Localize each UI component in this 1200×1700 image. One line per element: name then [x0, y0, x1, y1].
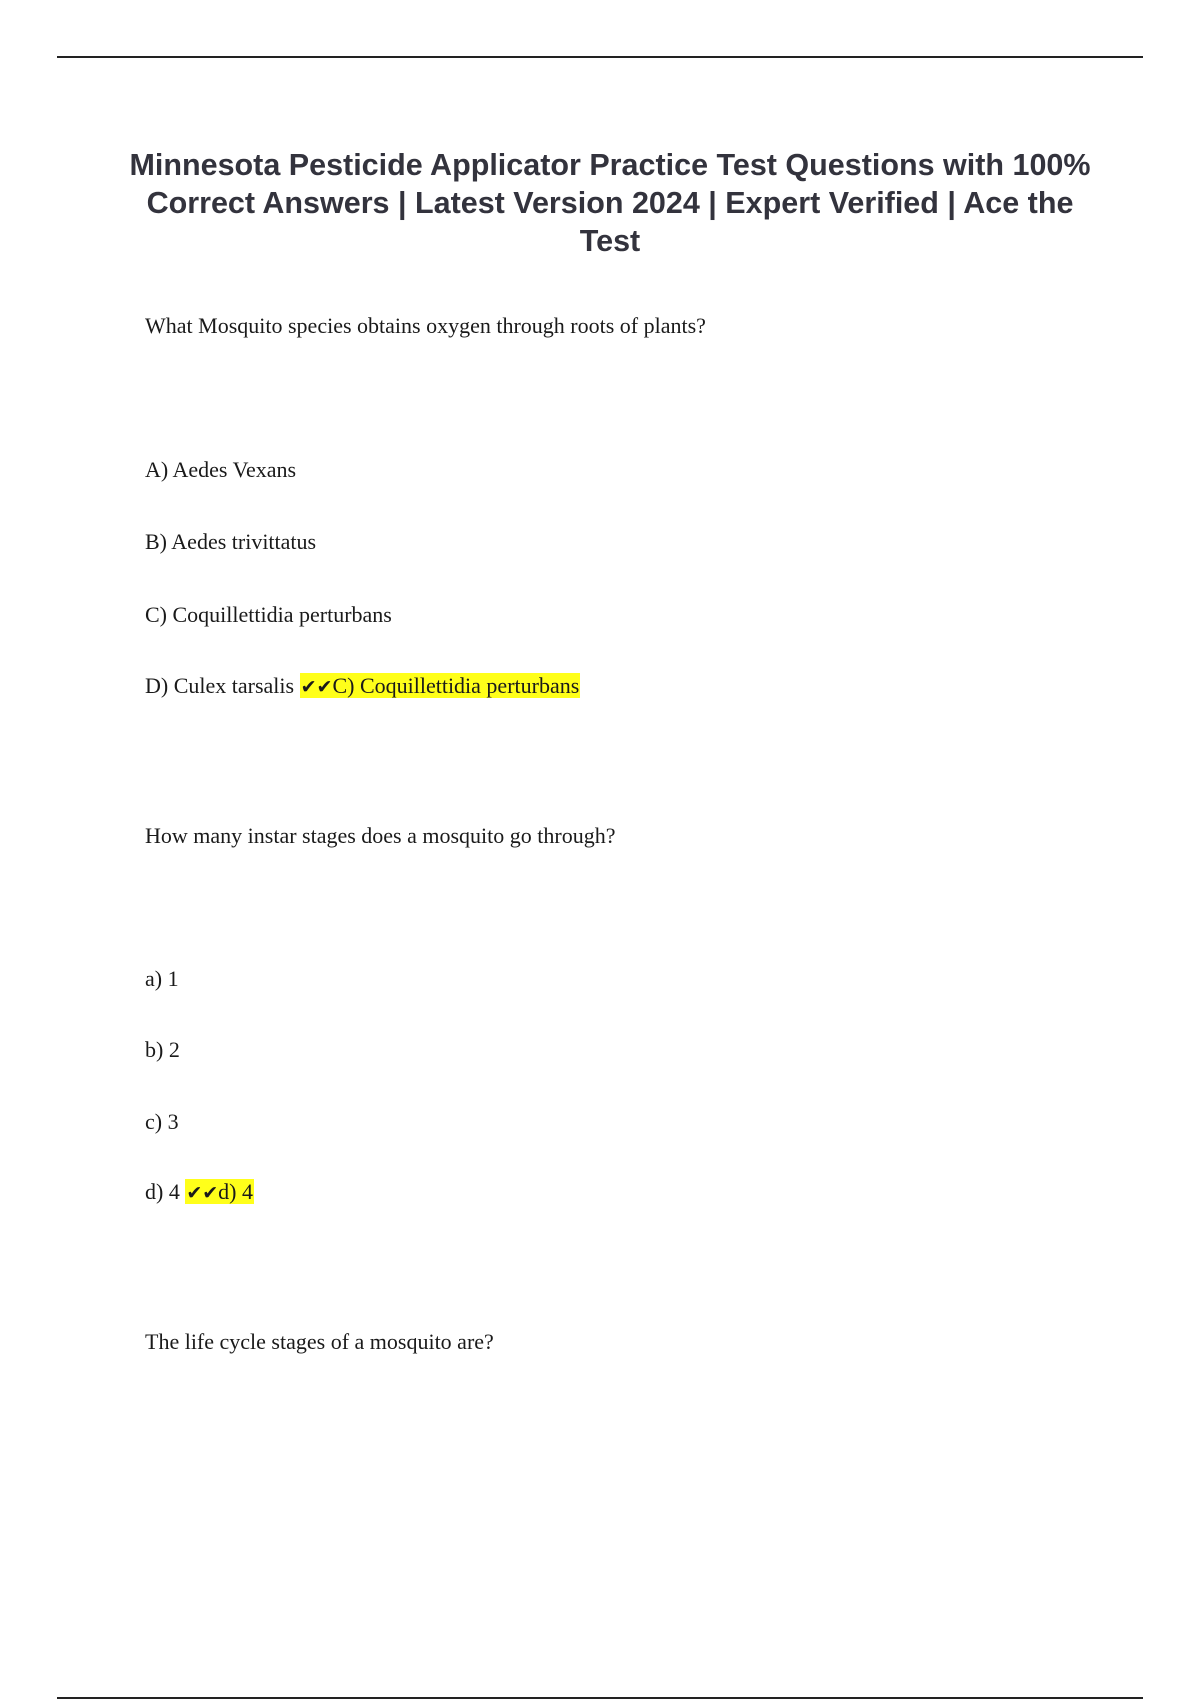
question-2-text: How many instar stages does a mosquito go through? — [145, 823, 616, 848]
question-1-option-c: C) Coquillettidia perturbans — [145, 602, 392, 627]
question-1-answer: C) Coquillettidia perturbans — [332, 673, 580, 698]
question-2-option-d: d) 4 — [145, 1179, 180, 1204]
question-3-text: The life cycle stages of a mosquito are? — [145, 1329, 494, 1354]
question-1-answer-highlight — [300, 673, 581, 698]
question-2-answer-highlight — [185, 1179, 254, 1204]
question-1-option-b: B) Aedes trivittatus — [145, 529, 317, 554]
header-rule — [57, 56, 1143, 58]
question-2-answer: d) 4 — [218, 1179, 253, 1204]
question-2-option-b: b) 2 — [145, 1037, 180, 1062]
footer-rule — [57, 1697, 1143, 1699]
question-2-option-a: a) 1 — [145, 966, 179, 991]
question-1-option-d-row — [145, 672, 580, 701]
double-check-icon: ✔✔ — [300, 676, 333, 698]
question-1-text: What Mosquito species obtains oxygen through roots of plants? — [145, 313, 706, 338]
question-1-option-a: A) Aedes Vexans — [145, 457, 297, 482]
question-2-option-d-row — [145, 1178, 254, 1207]
question-1-option-d: D) Culex tarsalis — [145, 673, 295, 698]
document-title: Minnesota Pesticide Applicator Practice Test Questions with 100% Correct Answers | Latest Version 2024 | Expert Verified | Ace the Test — [129, 148, 1091, 258]
double-check-icon: ✔✔ — [186, 1182, 219, 1204]
question-2-option-c: c) 3 — [145, 1109, 179, 1134]
